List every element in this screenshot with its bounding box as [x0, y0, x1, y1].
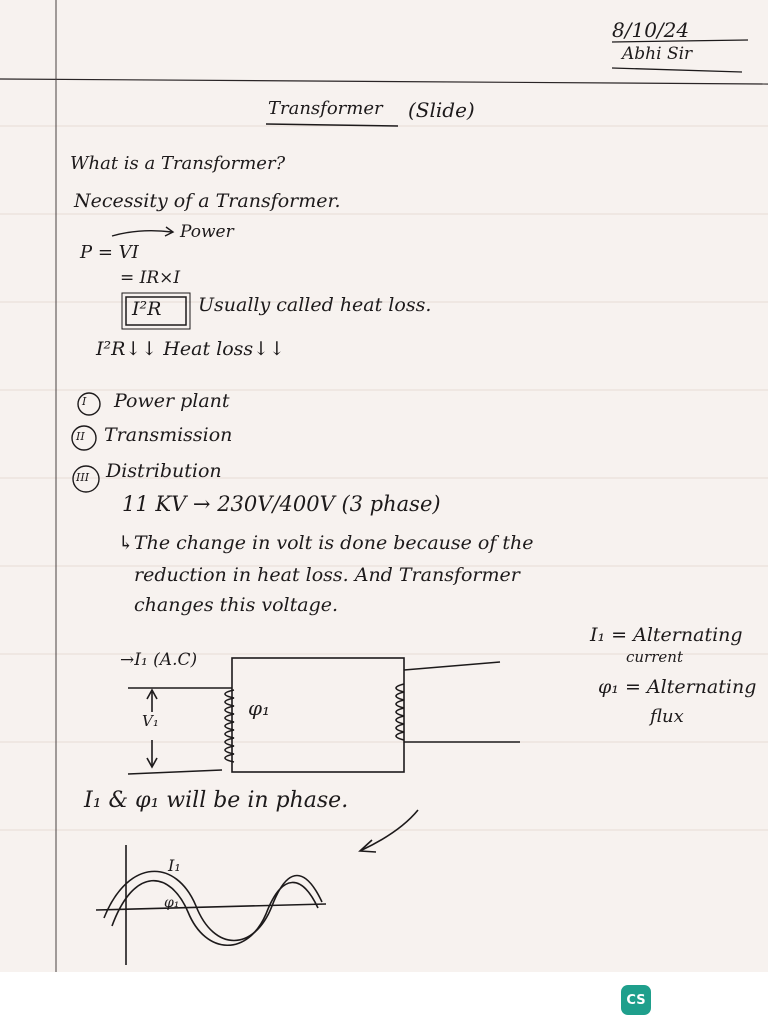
def-current-line: I₁ = Alternating	[590, 624, 743, 646]
power-arrow	[112, 231, 172, 236]
flux-label: φ₁	[248, 696, 271, 720]
explanation-line-2: reduction in heat loss. And Transformer	[134, 564, 520, 586]
transformer-diagram	[128, 658, 520, 774]
def-flux-cont: flux	[650, 706, 684, 727]
secondary-coil	[396, 684, 404, 740]
phase-graph	[96, 845, 326, 965]
stage-label-1: Power plant	[114, 390, 230, 412]
flux-wave	[112, 881, 318, 946]
power-formula: P = VI	[80, 242, 139, 263]
voltage-conversion: 11 KV → 230V/400V (3 phase)	[122, 492, 441, 516]
graph-label-current: I₁	[168, 856, 181, 875]
stage-label-2: Transmission	[104, 424, 233, 446]
heat-loss-reduction: I²R↓↓ Heat loss↓↓	[96, 338, 285, 360]
current-label: →I₁ (A.C)	[120, 650, 198, 670]
page-subtitle: (Slide)	[408, 98, 475, 122]
stage-num-2: II	[76, 430, 85, 443]
stage-num-3: III	[76, 471, 90, 484]
graph-label-flux: φ₁	[164, 895, 180, 911]
explanation-line-3: changes this voltage.	[134, 594, 339, 616]
graph-x-axis	[96, 904, 326, 910]
heat-loss-note: Usually called heat loss.	[198, 294, 432, 316]
teacher-text: Abhi Sir	[622, 44, 693, 64]
phase-note: I₁ & φ₁ will be in phase.	[84, 788, 349, 813]
secondary-top-wire	[404, 662, 500, 670]
camscanner-logo: CS	[621, 985, 651, 1015]
header-rule	[0, 79, 768, 84]
scan-footer	[0, 972, 768, 1024]
explanation-line-1: ↳The change in volt is done because of the	[118, 532, 534, 554]
teacher-underline	[612, 68, 742, 72]
current-wave	[104, 871, 322, 940]
def-flux-line: φ₁ = Alternating	[598, 676, 757, 698]
stage-num-1: I	[82, 395, 87, 408]
primary-bottom-wire	[128, 770, 222, 774]
power-label: Power	[180, 222, 234, 242]
date-text: 8/10/24	[612, 18, 690, 42]
question-necessity: Necessity of a Transformer.	[74, 190, 341, 212]
question-what-is: What is a Transformer?	[70, 153, 286, 174]
power-step: = IR×I	[120, 268, 181, 288]
page-title: Transformer	[268, 98, 383, 119]
stage-label-3: Distribution	[106, 460, 222, 482]
voltage-label: V₁	[142, 712, 159, 730]
def-current-cont: current	[626, 648, 683, 666]
i2r-term: I²R	[132, 298, 162, 320]
